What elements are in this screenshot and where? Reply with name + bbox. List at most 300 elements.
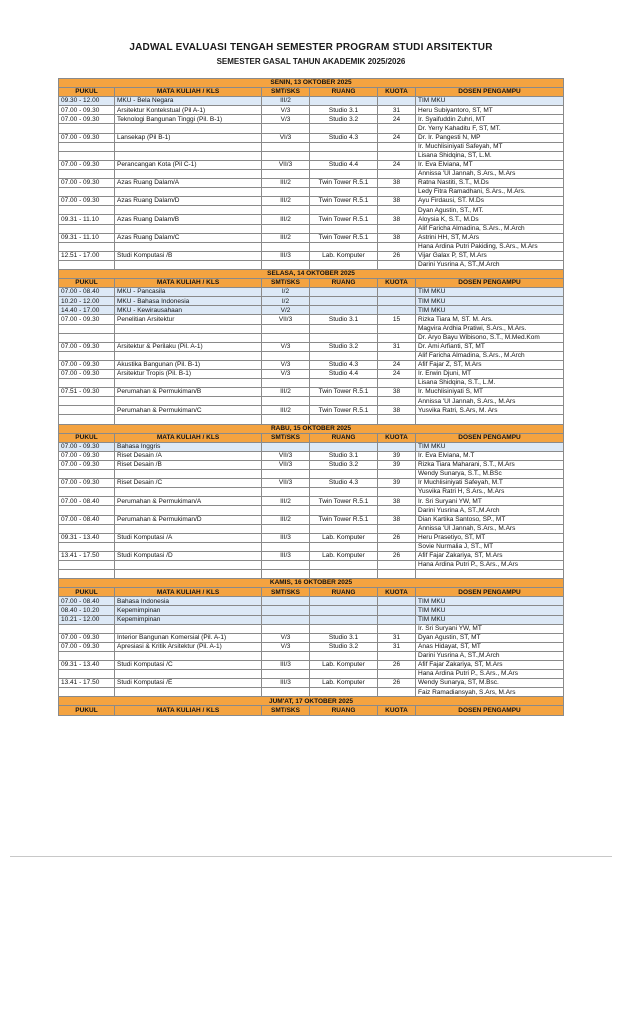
column-header-room: RUANG [310, 433, 378, 442]
table-row [59, 406, 564, 415]
cell-room: Twin Tower R.5.1 [310, 497, 378, 506]
cell-quota: 24 [378, 160, 416, 169]
cell-room: Studio 4.4 [310, 370, 378, 379]
cell-course [115, 397, 262, 406]
cell-course: Arsitektur Kontekstual (Pil A-1) [115, 106, 262, 115]
cell-time [59, 333, 115, 342]
cell-course [115, 379, 262, 388]
cell-time [59, 224, 115, 233]
table-row [59, 515, 564, 524]
table-row [59, 351, 564, 360]
cell-quota [378, 169, 416, 178]
cell-time [59, 397, 115, 406]
cell-quota [378, 379, 416, 388]
table-row [59, 206, 564, 215]
cell-quota: 38 [378, 233, 416, 242]
cell-smt-sks: I/2 [262, 288, 310, 297]
cell-room [310, 124, 378, 133]
cell-quota [378, 188, 416, 197]
table-row [59, 488, 564, 497]
cell-room: Twin Tower R.5.1 [310, 515, 378, 524]
cell-time [59, 151, 115, 160]
cell-course: MKU - Bahasa Indonesia [115, 297, 262, 306]
cell-time: 07.00 - 09.30 [59, 179, 115, 188]
table-row [59, 115, 564, 124]
cell-lecturer: Ir Muchlisiniyati Safeyah, M.T [416, 479, 564, 488]
cell-lecturer: Alif Faricha Almadina, S.Ars., M.Arch [416, 224, 564, 233]
cell-smt-sks: VII/3 [262, 451, 310, 460]
cell-lecturer: TIM MKU [416, 288, 564, 297]
cell-lecturer [416, 415, 564, 424]
cell-smt-sks: III/2 [262, 97, 310, 106]
cell-quota [378, 142, 416, 151]
table-row [59, 160, 564, 169]
cell-quota: 26 [378, 679, 416, 688]
cell-course: Perumahan & Permukiman/D [115, 515, 262, 524]
table-row [59, 360, 564, 369]
cell-room [310, 597, 378, 606]
day-header-row [59, 269, 564, 278]
cell-room: Studio 4.3 [310, 133, 378, 142]
column-header-row [59, 279, 564, 288]
cell-time [59, 624, 115, 633]
cell-quota [378, 651, 416, 660]
day-header-row [59, 579, 564, 588]
cell-smt-sks: VI/3 [262, 133, 310, 142]
table-row [59, 197, 564, 206]
cell-course: Bahasa Inggris [115, 442, 262, 451]
cell-time: 09.30 - 12.00 [59, 97, 115, 106]
day-label: JUM'AT, 17 OKTOBER 2025 [59, 697, 564, 706]
cell-lecturer: Dr. Ami Arfianti, ST, MT [416, 342, 564, 351]
cell-lecturer: TIM MKU [416, 442, 564, 451]
cell-smt-sks: III/3 [262, 533, 310, 542]
cell-smt-sks [262, 506, 310, 515]
column-header-quota: KUOTA [378, 588, 416, 597]
column-header-lecturer: DOSEN PENGAMPU [416, 279, 564, 288]
cell-room [310, 260, 378, 269]
cell-time [59, 188, 115, 197]
table-row [59, 251, 564, 260]
cell-room: Studio 3.1 [310, 106, 378, 115]
cell-smt-sks [262, 260, 310, 269]
table-row [59, 151, 564, 160]
column-header-smt-sks: SMT/SKS [262, 588, 310, 597]
column-header-row [59, 588, 564, 597]
cell-smt-sks: III/2 [262, 388, 310, 397]
column-header-time: PUKUL [59, 433, 115, 442]
table-row [59, 260, 564, 269]
cell-smt-sks: III/3 [262, 551, 310, 560]
cell-time: 07.00 - 08.40 [59, 288, 115, 297]
cell-time: 10.21 - 12.00 [59, 615, 115, 624]
day-header-row [59, 79, 564, 88]
column-header-smt-sks: SMT/SKS [262, 433, 310, 442]
cell-quota [378, 397, 416, 406]
cell-time: 09.31 - 11.10 [59, 215, 115, 224]
table-row [59, 679, 564, 688]
cell-time: 08.40 - 10.20 [59, 606, 115, 615]
cell-quota: 31 [378, 342, 416, 351]
cell-time [59, 142, 115, 151]
document-title: JADWAL EVALUASI TENGAH SEMESTER PROGRAM STUDI ARSITEKTUR [129, 42, 493, 53]
cell-quota: 26 [378, 661, 416, 670]
cell-course [115, 351, 262, 360]
cell-smt-sks: VII/3 [262, 460, 310, 469]
cell-smt-sks [262, 606, 310, 615]
cell-lecturer: Yusvika Ratri, S.Ars, M. Ars [416, 406, 564, 415]
cell-quota [378, 624, 416, 633]
cell-quota [378, 415, 416, 424]
column-header-course: MATA KULIAH / KLS [115, 706, 262, 715]
column-header-room: RUANG [310, 706, 378, 715]
day-label: SELASA, 14 OKTOBER 2025 [59, 269, 564, 278]
cell-smt-sks: VII/3 [262, 315, 310, 324]
table-row [59, 233, 564, 242]
cell-time: 09.31 - 11.10 [59, 233, 115, 242]
cell-time: 07.00 - 09.30 [59, 642, 115, 651]
cell-course [115, 324, 262, 333]
cell-time: 07.00 - 09.30 [59, 106, 115, 115]
cell-room [310, 470, 378, 479]
table-row [59, 142, 564, 151]
cell-lecturer: Dr. Yerry Kahaditu F, ST, MT. [416, 124, 564, 133]
column-header-row [59, 433, 564, 442]
cell-time [59, 651, 115, 660]
table-row [59, 479, 564, 488]
cell-smt-sks [262, 188, 310, 197]
cell-time [59, 324, 115, 333]
cell-smt-sks: I/2 [262, 297, 310, 306]
table-row [59, 215, 564, 224]
cell-smt-sks: V/3 [262, 633, 310, 642]
cell-time: 07.00 - 08.40 [59, 597, 115, 606]
column-header-course: MATA KULIAH / KLS [115, 88, 262, 97]
cell-lecturer: TIM MKU [416, 97, 564, 106]
cell-quota: 39 [378, 460, 416, 469]
cell-time [59, 415, 115, 424]
table-row [59, 342, 564, 351]
table-row [59, 688, 564, 697]
cell-course: Studi Komputasi /B [115, 251, 262, 260]
cell-time: 10.20 - 12.00 [59, 297, 115, 306]
cell-quota [378, 97, 416, 106]
column-header-course: MATA KULIAH / KLS [115, 279, 262, 288]
cell-lecturer: Ir. Muchlisiniyati Safeyah, MT [416, 142, 564, 151]
cell-course: Studi Komputasi /C [115, 661, 262, 670]
cell-course [115, 151, 262, 160]
table-row [59, 542, 564, 551]
cell-quota: 31 [378, 642, 416, 651]
cell-lecturer: Ir. Syaifuddin Zuhri, MT [416, 115, 564, 124]
cell-room [310, 242, 378, 251]
cell-smt-sks [262, 379, 310, 388]
cell-time: 14.40 - 17.00 [59, 306, 115, 315]
cell-smt-sks: V/3 [262, 106, 310, 115]
cell-quota [378, 524, 416, 533]
cell-course [115, 688, 262, 697]
cell-lecturer: Heru Prasetiyo, ST, MT [416, 533, 564, 542]
cell-course: Akustika Bangunan (Pil. B-1) [115, 360, 262, 369]
cell-smt-sks [262, 470, 310, 479]
cell-course [115, 206, 262, 215]
cell-course: Kepemimpinan [115, 606, 262, 615]
cell-room: Lab. Komputer [310, 551, 378, 560]
table-row [59, 242, 564, 251]
cell-lecturer: Dian Kartika Santoso, SP., MT [416, 515, 564, 524]
cell-quota: 24 [378, 370, 416, 379]
cell-course: Teknologi Bangunan Tinggi (Pil. B-1) [115, 115, 262, 124]
cell-course: Kepemimpinan [115, 615, 262, 624]
cell-quota: 39 [378, 479, 416, 488]
cell-lecturer: Alif Faricha Almadina, S.Ars., M.Arch [416, 351, 564, 360]
cell-course [115, 542, 262, 551]
cell-time [59, 542, 115, 551]
cell-lecturer: Ayu Firdausi, ST. M.Ds [416, 197, 564, 206]
cell-lecturer: Lisana Shidqina, S.T., L.M. [416, 379, 564, 388]
cell-lecturer: Lisana Shidqina, ST, L.M. [416, 151, 564, 160]
cell-room [310, 524, 378, 533]
cell-room [310, 442, 378, 451]
cell-course [115, 560, 262, 569]
cell-room [310, 560, 378, 569]
cell-quota: 26 [378, 251, 416, 260]
cell-room: Lab. Komputer [310, 533, 378, 542]
cell-time [59, 688, 115, 697]
cell-room [310, 506, 378, 515]
cell-time: 07.00 - 09.30 [59, 460, 115, 469]
cell-lecturer: Annissa 'Ul Jannah, S.Ars., M.Ars [416, 169, 564, 178]
cell-room: Twin Tower R.5.1 [310, 179, 378, 188]
cell-quota [378, 324, 416, 333]
cell-course [115, 169, 262, 178]
table-row [59, 551, 564, 560]
cell-quota [378, 206, 416, 215]
cell-quota [378, 606, 416, 615]
cell-lecturer: Ir. Erwin Djuni, MT [416, 370, 564, 379]
cell-time: 07.00 - 09.30 [59, 442, 115, 451]
cell-time [59, 242, 115, 251]
cell-time [59, 124, 115, 133]
cell-time: 07.00 - 08.40 [59, 497, 115, 506]
cell-course [115, 488, 262, 497]
cell-room [310, 570, 378, 579]
column-header-room: RUANG [310, 588, 378, 597]
cell-smt-sks [262, 333, 310, 342]
cell-lecturer: Aloysia K, S.T., M.Ds [416, 215, 564, 224]
cell-lecturer: TIM MKU [416, 297, 564, 306]
cell-smt-sks [262, 124, 310, 133]
cell-smt-sks [262, 670, 310, 679]
cell-room [310, 288, 378, 297]
cell-course: Studi Komputasi /E [115, 679, 262, 688]
cell-room [310, 624, 378, 633]
cell-lecturer: Afif Fajar Zakariya, ST, M.Ars [416, 551, 564, 560]
cell-time: 12.51 - 17.00 [59, 251, 115, 260]
cell-lecturer: TIM MKU [416, 606, 564, 615]
cell-smt-sks: V/3 [262, 342, 310, 351]
cell-time [59, 670, 115, 679]
table-row [59, 124, 564, 133]
cell-lecturer: Dr. Aryo Bayu Wibisono, S.T., M.Med.Kom [416, 333, 564, 342]
cell-room [310, 169, 378, 178]
cell-course [115, 333, 262, 342]
cell-smt-sks: V/3 [262, 115, 310, 124]
table-row [59, 188, 564, 197]
cell-time [59, 351, 115, 360]
cell-course: Perumahan & Permukiman/A [115, 497, 262, 506]
table-row [59, 397, 564, 406]
cell-course: Arsitektur Tropis (Pil. B-1) [115, 370, 262, 379]
table-row [59, 379, 564, 388]
cell-lecturer: Wendy Sunarya, ST, M.Bsc. [416, 679, 564, 688]
cell-lecturer: Dr. Ir. Pangesti N, MP [416, 133, 564, 142]
column-header-quota: KUOTA [378, 706, 416, 715]
cell-course [115, 142, 262, 151]
cell-lecturer: Faiz Ramadiansyah, S.Ars, M.Ars [416, 688, 564, 697]
cell-room: Twin Tower R.5.1 [310, 197, 378, 206]
column-header-smt-sks: SMT/SKS [262, 706, 310, 715]
table-row [59, 470, 564, 479]
cell-course: Riset Desain /A [115, 451, 262, 460]
cell-quota: 31 [378, 106, 416, 115]
cell-time: 13.41 - 17.50 [59, 551, 115, 560]
cell-course: Riset Desain /C [115, 479, 262, 488]
table-row [59, 570, 564, 579]
cell-room [310, 397, 378, 406]
cell-quota [378, 151, 416, 160]
cell-smt-sks [262, 442, 310, 451]
table-row [59, 624, 564, 633]
cell-smt-sks: III/2 [262, 233, 310, 242]
cell-lecturer: TIM MKU [416, 597, 564, 606]
cell-course: Bahasa Indonesia [115, 597, 262, 606]
column-header-lecturer: DOSEN PENGAMPU [416, 588, 564, 597]
cell-quota: 38 [378, 515, 416, 524]
cell-course: Studi Komputasi /D [115, 551, 262, 560]
cell-time [59, 169, 115, 178]
cell-course: Arsitektur & Perilaku (Pil. A-1) [115, 342, 262, 351]
cell-room [310, 151, 378, 160]
cell-course: Penelitian Arsitektur [115, 315, 262, 324]
cell-course [115, 124, 262, 133]
cell-course [115, 470, 262, 479]
cell-lecturer: Dyan Agustin, ST., MT. [416, 206, 564, 215]
cell-course [115, 415, 262, 424]
cell-course [115, 624, 262, 633]
cell-time: 07.00 - 09.30 [59, 633, 115, 642]
table-row [59, 224, 564, 233]
cell-time: 09.31 - 13.40 [59, 533, 115, 542]
column-header-row [59, 88, 564, 97]
cell-room [310, 297, 378, 306]
cell-smt-sks [262, 651, 310, 660]
cell-smt-sks [262, 560, 310, 569]
cell-course: Perumahan & Permukiman/B [115, 388, 262, 397]
cell-quota: 26 [378, 551, 416, 560]
cell-room: Studio 4.3 [310, 479, 378, 488]
cell-quota [378, 542, 416, 551]
cell-room: Studio 3.2 [310, 642, 378, 651]
cell-time: 07.00 - 09.30 [59, 479, 115, 488]
cell-time: 07.00 - 09.30 [59, 315, 115, 324]
table-row [59, 497, 564, 506]
cell-time: 07.00 - 09.30 [59, 197, 115, 206]
cell-room: Twin Tower R.5.1 [310, 406, 378, 415]
cell-room: Studio 3.1 [310, 451, 378, 460]
table-row [59, 642, 564, 651]
cell-lecturer: Rizka Tiara M, ST. M. Ars. [416, 315, 564, 324]
cell-course [115, 242, 262, 251]
cell-course [115, 260, 262, 269]
cell-course: Lansekap (Pil B-1) [115, 133, 262, 142]
day-label: SENIN, 13 OKTOBER 2025 [59, 79, 564, 88]
cell-quota: 39 [378, 451, 416, 460]
cell-smt-sks: III/3 [262, 679, 310, 688]
column-header-time: PUKUL [59, 588, 115, 597]
cell-lecturer: Yusvika Ratri H, S.Ars., M.Ars [416, 488, 564, 497]
cell-lecturer: Hana Ardina Putri Pakiding, S.Ars., M.Ars [416, 242, 564, 251]
cell-room [310, 606, 378, 615]
cell-course: MKU - Bela Negara [115, 97, 262, 106]
cell-time [59, 506, 115, 515]
cell-lecturer: Rizka Tiara Maharani, S.T., M.Ars [416, 460, 564, 469]
table-row [59, 524, 564, 533]
cell-smt-sks: V/2 [262, 306, 310, 315]
cell-lecturer: Sovie Nurmalia J, ST., MT [416, 542, 564, 551]
cell-lecturer: TIM MKU [416, 615, 564, 624]
cell-time: 07.00 - 09.30 [59, 160, 115, 169]
table-row [59, 106, 564, 115]
cell-room [310, 224, 378, 233]
cell-room: Studio 4.4 [310, 160, 378, 169]
cell-lecturer: Astrini HH, ST, M.Ars [416, 233, 564, 242]
cell-course: Perumahan & Permukiman/C [115, 406, 262, 415]
cell-room [310, 206, 378, 215]
cell-quota [378, 442, 416, 451]
cell-quota [378, 288, 416, 297]
column-header-lecturer: DOSEN PENGAMPU [416, 433, 564, 442]
column-header-smt-sks: SMT/SKS [262, 279, 310, 288]
cell-room [310, 379, 378, 388]
cell-quota [378, 224, 416, 233]
cell-time: 07.00 - 09.30 [59, 451, 115, 460]
cell-time: 07.00 - 09.30 [59, 115, 115, 124]
cell-time [59, 570, 115, 579]
cell-smt-sks [262, 524, 310, 533]
table-row [59, 315, 564, 324]
cell-room: Studio 3.1 [310, 315, 378, 324]
cell-course: MKU - Kewirausahaan [115, 306, 262, 315]
cell-quota [378, 570, 416, 579]
cell-time [59, 406, 115, 415]
cell-course: Apresiasi & Kritik Arsitektur (Pil. A-1) [115, 642, 262, 651]
cell-smt-sks [262, 224, 310, 233]
cell-room: Studio 3.2 [310, 460, 378, 469]
table-row [59, 661, 564, 670]
column-header-lecturer: DOSEN PENGAMPU [416, 88, 564, 97]
column-header-time: PUKUL [59, 706, 115, 715]
cell-time: 07.51 - 09.30 [59, 388, 115, 397]
cell-quota [378, 488, 416, 497]
table-row [59, 442, 564, 451]
cell-course [115, 188, 262, 197]
cell-lecturer: Ir. Sri Suryani YW, MT [416, 624, 564, 633]
table-row [59, 388, 564, 397]
cell-quota: 24 [378, 360, 416, 369]
cell-room: Studio 4.3 [310, 360, 378, 369]
cell-time [59, 488, 115, 497]
